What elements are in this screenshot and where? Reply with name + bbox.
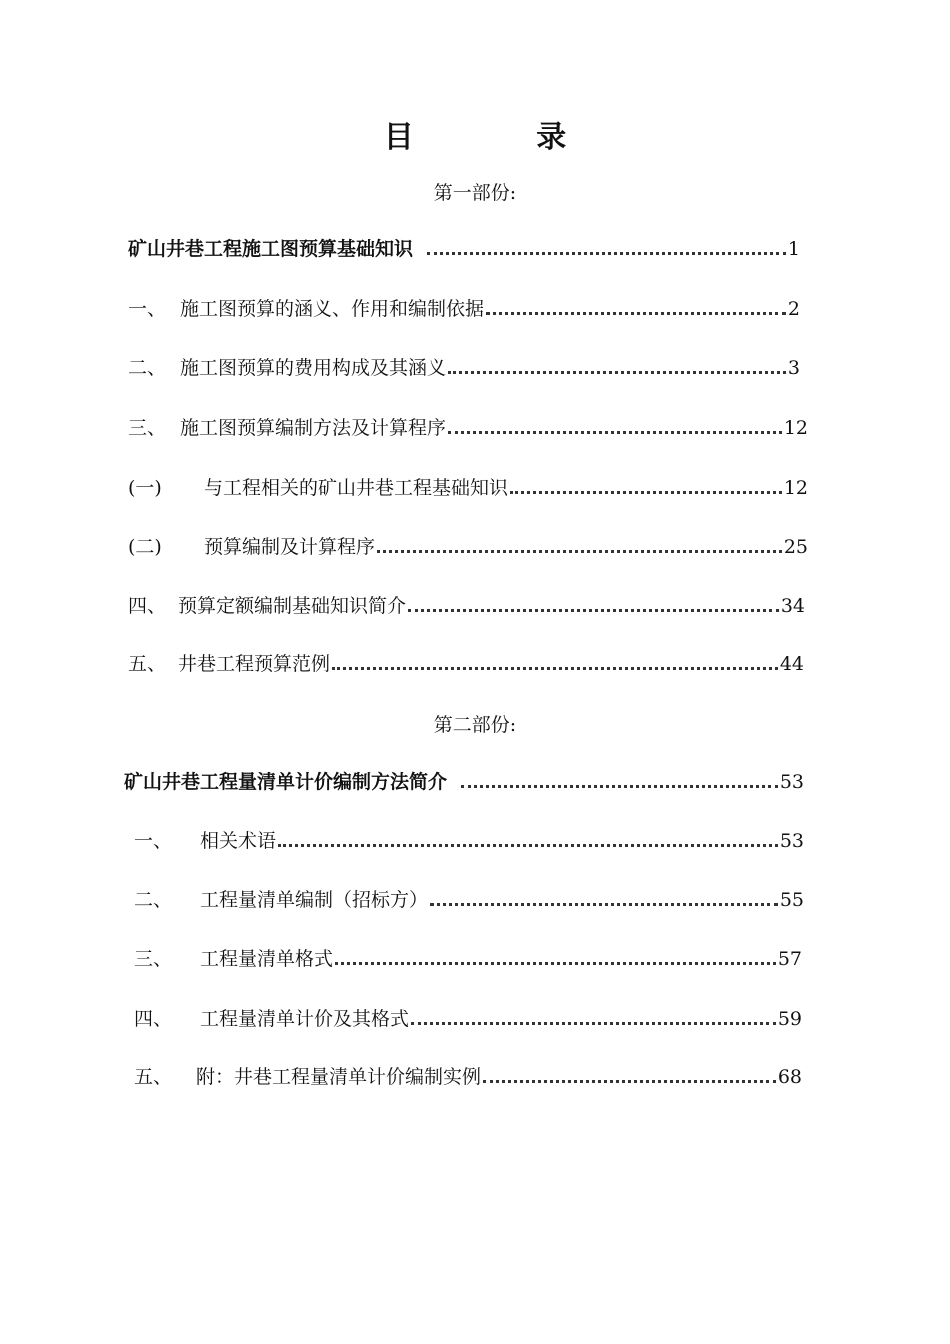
toc-page-number: 1: [787, 238, 800, 260]
dot-leader: [483, 1080, 776, 1083]
toc-page-number: 34: [780, 595, 805, 617]
toc-entry: [128, 355, 800, 381]
part1-heading: 第一部份:: [433, 182, 517, 204]
toc-entry-number: 五、: [128, 653, 167, 675]
part2-heading: 第二部份:: [433, 714, 517, 736]
toc-entry: [134, 1064, 802, 1090]
dot-leader: [332, 667, 778, 670]
toc-entry-title: 工程量清单编制（招标方）: [200, 889, 429, 911]
toc-entry-title: 施工图预算编制方法及计算程序: [180, 417, 447, 439]
toc-entry-title: 工程量清单计价及其格式: [200, 1008, 410, 1030]
dot-leader: [427, 252, 786, 255]
dot-leader: [461, 785, 778, 788]
dot-leader: [510, 491, 782, 494]
toc-entry-number: 四、: [134, 1008, 173, 1030]
page-title: 目 录: [383, 120, 623, 155]
toc-entry-title: 施工图预算的涵义、作用和编制依据: [180, 298, 485, 320]
toc-entry-title: 预算编制及计算程序: [204, 536, 376, 558]
toc-page-number: 3: [787, 357, 800, 379]
toc-entry-title: 附：井巷工程量清单计价编制实例: [196, 1066, 482, 1088]
toc-entry-title: 相关术语: [200, 830, 277, 852]
dot-leader: [486, 312, 786, 315]
toc-entry: [128, 534, 808, 560]
dot-leader: [448, 431, 782, 434]
toc-entry: [134, 946, 802, 972]
toc-page-number: 12: [783, 477, 808, 499]
toc-entry: [134, 828, 804, 854]
toc-entry: [128, 415, 808, 441]
dot-leader: [448, 371, 786, 374]
dot-leader: [408, 609, 779, 612]
toc-entry-title: 与工程相关的矿山井巷工程基础知识: [204, 477, 509, 499]
toc-entry-title: 工程量清单格式: [200, 948, 334, 970]
toc-entry-number: 一、: [128, 298, 167, 320]
toc-entry-number: 二、: [128, 357, 167, 379]
toc-section-title: 矿山井巷工程施工图预算基础知识: [128, 238, 414, 260]
toc-entry: [134, 1006, 802, 1032]
toc-page-number: 68: [777, 1066, 802, 1088]
toc-entry: [134, 887, 804, 913]
toc-page-number: 53: [779, 771, 804, 793]
toc-page-number: 25: [783, 536, 808, 558]
toc-entry-number: 二、: [134, 889, 173, 911]
toc-page-number: 12: [783, 417, 808, 439]
toc-page-number: 57: [777, 948, 802, 970]
toc-entry-number: 一、: [134, 830, 173, 852]
toc-entry: [128, 296, 800, 322]
toc-entry: [128, 475, 808, 501]
toc-section-title: 矿山井巷工程量清单计价编制方法简介: [124, 771, 448, 793]
toc-section-part1: [128, 236, 800, 262]
toc-entry-number: (一): [128, 477, 162, 499]
dot-leader: [430, 903, 778, 906]
dot-leader: [278, 844, 778, 847]
toc-entry-title: 井巷工程预算范例: [178, 653, 331, 675]
toc-entry-number: 四、: [128, 595, 167, 617]
toc-entry-number: 三、: [128, 417, 167, 439]
toc-page-number: 59: [777, 1008, 802, 1030]
toc-entry: [128, 651, 804, 677]
toc-entry-number: (二): [128, 536, 162, 558]
dot-leader: [335, 962, 776, 965]
toc-section-part2: [124, 769, 804, 795]
toc-entry-number: 五、: [134, 1066, 173, 1088]
toc-entry-title: 施工图预算的费用构成及其涵义: [180, 357, 447, 379]
toc-entry: [128, 593, 805, 619]
toc-page-number: 44: [779, 653, 804, 675]
toc-entry-number: 三、: [134, 948, 173, 970]
toc-page-number: 2: [787, 298, 800, 320]
toc-entry-title: 预算定额编制基础知识简介: [178, 595, 407, 617]
dot-leader: [411, 1022, 776, 1025]
toc-page-number: 53: [779, 830, 804, 852]
toc-page-number: 55: [779, 889, 804, 911]
dot-leader: [377, 550, 782, 553]
